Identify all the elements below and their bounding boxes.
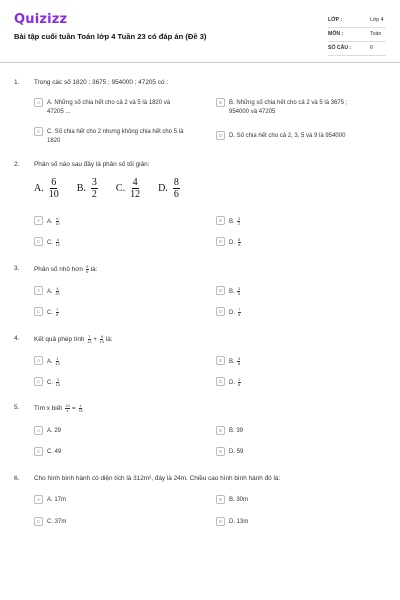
quizizz-logo: Quizizz (14, 12, 68, 27)
numerator: 7 (238, 308, 241, 312)
option-prefix: A. (47, 359, 53, 366)
option-letter-badge: D (216, 447, 225, 456)
small-fraction (238, 238, 241, 247)
big-choice-c (116, 177, 140, 200)
denominator: x (66, 409, 69, 413)
question-number: 1. (14, 79, 20, 86)
option-text (229, 308, 241, 318)
option-line: 1820 (47, 138, 61, 144)
meta-value-subject: Toán (370, 30, 382, 37)
option-text (229, 132, 345, 141)
question-number: 3. (14, 265, 20, 272)
small-fraction (56, 308, 59, 317)
numerator: 1 (79, 404, 82, 408)
inline-fraction (100, 335, 104, 344)
option-c[interactable] (34, 128, 204, 146)
option-c[interactable] (34, 308, 204, 318)
denominator: 20 (55, 292, 60, 296)
small-fraction (56, 238, 60, 247)
small-fraction (56, 378, 60, 387)
option-text (47, 99, 170, 117)
option-letter-badge: A (34, 98, 43, 107)
numerator: 5 (86, 265, 89, 269)
option-letter-badge: B (216, 286, 225, 295)
question-number: 4. (14, 335, 20, 342)
worksheet-title: Bài tập cuối tuần Toán lớp 4 Tuần 23 có đáp án (Đề 3) (14, 32, 207, 41)
numerator: 13 (65, 404, 70, 408)
option-prefix: D. (229, 380, 235, 387)
question-5 (14, 404, 386, 464)
option-prefix: D. (229, 310, 235, 317)
big-fraction (173, 177, 180, 200)
numerator: 4 (56, 238, 59, 242)
question-3 (14, 265, 386, 325)
numerator: 3 (237, 287, 240, 291)
question-text-part: Tìm x biết (34, 405, 63, 413)
option-line: A. Những số chia hết cho cả 2 và 5 là 1820 và (47, 100, 171, 106)
option-b[interactable] (216, 427, 386, 436)
option-a[interactable] (34, 99, 204, 117)
denominator: 13 (87, 340, 92, 344)
big-choice-a (34, 177, 59, 200)
numerator: 1 (56, 357, 59, 361)
denominator: 13 (99, 340, 105, 344)
big-choice-label: C. (115, 183, 126, 194)
option-b[interactable] (216, 287, 386, 297)
option-letter-badge: A (34, 286, 43, 295)
option-text: B. 30m (229, 497, 249, 503)
question-text: Phân số nào sau đây là phân số tối giản: (34, 161, 150, 168)
option-c[interactable] (34, 448, 204, 457)
question-text: Cho hình bình hành có diện tích là 312m², đáy là 24m. Chiều cao hình bình hành đó là: (34, 475, 281, 482)
numerator: 8 (173, 177, 179, 188)
inline-fraction (78, 404, 82, 413)
big-choice-d (158, 177, 180, 200)
denominator: 6 (86, 270, 89, 274)
numerator: 4 (56, 287, 59, 291)
option-b[interactable] (216, 99, 386, 117)
option-a[interactable] (34, 496, 204, 505)
small-fraction (237, 357, 240, 366)
option-letter-badge: D (216, 237, 225, 246)
option-c[interactable] (34, 378, 204, 388)
option-text (47, 287, 60, 297)
denominator: 10 (48, 189, 59, 200)
big-fraction (91, 177, 98, 200)
operator: = (71, 405, 76, 413)
denominator: 8 (238, 383, 241, 387)
numerator: 3 (56, 378, 59, 382)
option-a[interactable] (34, 217, 204, 227)
option-letter-badge: D (216, 131, 225, 140)
option-a[interactable] (34, 357, 204, 367)
denominator: 10 (55, 222, 60, 226)
denominator: 2 (237, 222, 240, 226)
numerator: 3 (237, 217, 240, 221)
option-text: C. 49 (47, 449, 62, 455)
option-a[interactable] (34, 287, 204, 297)
question-number: 5. (14, 404, 20, 411)
option-text (47, 238, 60, 248)
question-2 (14, 161, 386, 251)
option-letter-badge: C (34, 517, 43, 526)
option-d[interactable] (216, 518, 386, 527)
meta-value-count: 6 (370, 44, 373, 51)
question-number: 6. (14, 475, 20, 482)
option-letter-badge: A (34, 495, 43, 504)
option-line: D. Số chia hết cho cả 2, 3, 5 và 9 là 954000 (229, 133, 346, 139)
inline-fraction (86, 265, 89, 274)
big-fraction (130, 177, 140, 200)
option-text (229, 287, 240, 297)
denominator: 2 (91, 189, 97, 200)
small-fraction (55, 357, 59, 366)
fraction-choices-display (34, 177, 198, 200)
numerator: 4 (132, 177, 138, 188)
option-text (47, 217, 60, 227)
small-fraction (237, 287, 240, 296)
header-divider (0, 62, 400, 63)
option-text (47, 378, 60, 388)
meta-row-subject (328, 28, 386, 42)
meta-label-class: LỚP : (328, 16, 343, 23)
denominator: 5 (237, 292, 240, 296)
option-prefix: C. (47, 310, 53, 317)
option-prefix: A. (47, 219, 53, 226)
option-b[interactable] (216, 496, 386, 505)
option-letter-badge: C (34, 377, 43, 386)
question-text (34, 265, 97, 274)
question-text (34, 404, 83, 413)
operator: + (93, 336, 97, 344)
option-text: A. 29 (47, 428, 62, 434)
option-text (229, 378, 241, 388)
option-letter-badge: D (216, 517, 225, 526)
numerator: 7 (56, 308, 59, 312)
numerator: 6 (56, 217, 59, 221)
option-a[interactable] (34, 427, 204, 436)
denominator: 6 (238, 313, 241, 317)
denominator: 13 (55, 362, 60, 366)
option-d[interactable] (216, 378, 386, 388)
big-choice-b (77, 177, 98, 200)
option-letter-badge: B (216, 356, 225, 365)
meta-label-subject: MÔN : (328, 30, 344, 37)
option-text: D. 59 (229, 449, 244, 455)
numerator: 6 (100, 335, 103, 339)
question-text-part: Kết quả phép tính (34, 336, 85, 344)
option-prefix: D. (229, 240, 235, 247)
option-text: A. 17m (47, 497, 67, 503)
option-letter-badge: A (34, 216, 43, 225)
option-text (229, 357, 240, 367)
denominator: 13 (55, 383, 60, 387)
big-fraction (49, 177, 59, 200)
small-fraction (238, 378, 241, 387)
denominator: 12 (55, 243, 60, 247)
option-text (47, 128, 183, 146)
big-choice-label: A. (34, 183, 44, 194)
option-letter-badge: B (216, 426, 225, 435)
option-letter-badge: B (216, 495, 225, 504)
option-line: 47205 ... (47, 109, 71, 115)
question-text-part: là: (105, 336, 113, 344)
meta-label-count: SỐ CÂU : (328, 44, 352, 51)
small-fraction (238, 308, 241, 317)
option-line: C. Số chia hết cho 2 nhưng không chia hết cho 5 là (47, 129, 184, 135)
option-text (47, 357, 60, 367)
option-d[interactable] (216, 132, 386, 141)
option-prefix: B. (229, 359, 235, 366)
option-text: D. 13m (229, 519, 249, 525)
big-choice-label: D. (158, 183, 168, 194)
inline-fraction (65, 404, 70, 413)
meta-table (328, 14, 386, 56)
option-line: 954000 và 47205 (229, 109, 276, 115)
question-text: Trong các số 1820 ; 3675 ; 954000 ; 47205 có : (34, 79, 169, 86)
option-letter-badge: D (216, 307, 225, 316)
numerator: 1 (238, 378, 241, 382)
numerator: 6 (51, 177, 57, 188)
meta-row-count (328, 42, 386, 56)
denominator: 78 (78, 409, 83, 413)
option-d[interactable] (216, 448, 386, 457)
denominator: 8 (56, 313, 59, 317)
option-prefix: B. (229, 289, 235, 296)
option-c[interactable] (34, 518, 204, 527)
option-text (229, 99, 347, 117)
option-c[interactable] (34, 238, 204, 248)
denominator: 8 (237, 362, 240, 366)
option-letter-badge: A (34, 356, 43, 365)
option-letter-badge: D (216, 377, 225, 386)
option-letter-badge: B (216, 98, 225, 107)
option-letter-badge: B (216, 216, 225, 225)
option-line: B. Những số chia hết cho cả 2 và 5 là 3675 ; (229, 100, 348, 106)
small-fraction (55, 287, 59, 296)
option-prefix: A. (47, 289, 53, 296)
option-text (229, 238, 241, 248)
meta-value-class: Lớp 4 (370, 16, 384, 23)
option-prefix: C. (47, 240, 53, 247)
denominator: 12 (130, 189, 141, 200)
small-fraction (237, 217, 240, 226)
meta-row-class (328, 14, 386, 28)
question-1 (14, 79, 386, 149)
inline-fraction (87, 335, 91, 344)
small-fraction (55, 217, 59, 226)
numerator: 3 (91, 177, 97, 188)
numerator: 8 (238, 238, 241, 242)
denominator: 6 (238, 243, 241, 247)
option-letter-badge: C (34, 127, 43, 136)
option-d[interactable] (216, 308, 386, 318)
header (14, 12, 386, 62)
option-letter-badge: A (34, 426, 43, 435)
question-text-part: là: (90, 266, 98, 274)
denominator: 6 (173, 189, 179, 200)
option-text: B. 39 (229, 428, 244, 434)
big-choice-label: B. (76, 183, 86, 194)
option-prefix: C. (47, 380, 53, 387)
option-letter-badge: C (34, 307, 43, 316)
option-text (229, 217, 240, 227)
option-letter-badge: C (34, 237, 43, 246)
numerator: 7 (88, 335, 91, 339)
question-number: 2. (14, 161, 20, 168)
option-text: C. 37m (47, 519, 67, 525)
option-prefix: B. (229, 219, 235, 226)
question-text (34, 335, 113, 344)
question-6 (14, 475, 386, 535)
option-letter-badge: C (34, 447, 43, 456)
question-text-part: Phân số nhỏ hơn (34, 266, 83, 274)
numerator: 3 (237, 357, 240, 361)
option-b[interactable] (216, 357, 386, 367)
option-b[interactable] (216, 217, 386, 227)
question-4 (14, 335, 386, 395)
option-text (47, 308, 59, 318)
option-d[interactable] (216, 238, 386, 248)
